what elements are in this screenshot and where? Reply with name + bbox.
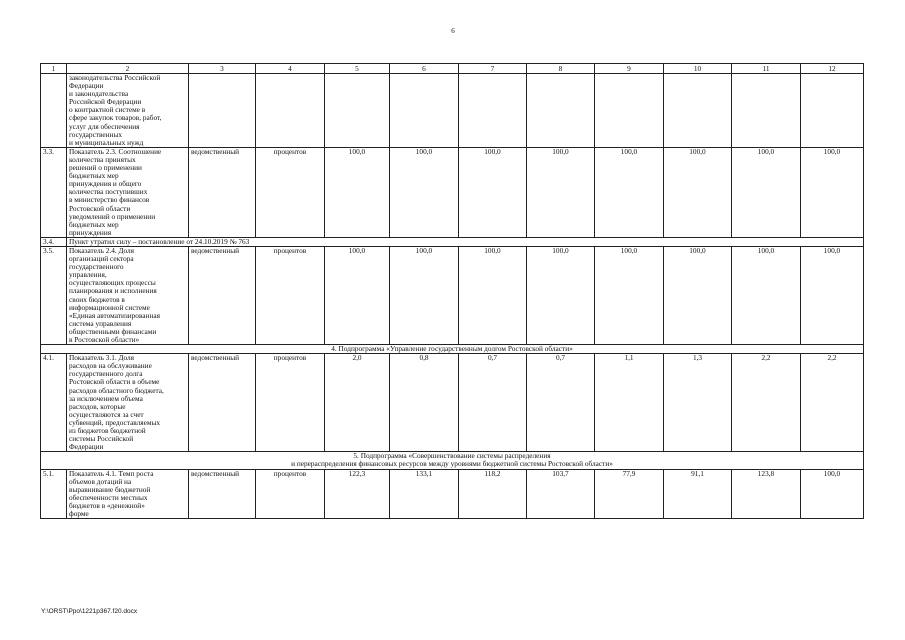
header-cell: 1 (41, 64, 67, 74)
header-cell: 7 (459, 64, 527, 74)
subprogram-title-line: 4. Подпрограмма «Управление государственным долгом Ростовской области» (331, 344, 573, 354)
data-source (189, 74, 256, 148)
year-value (527, 74, 595, 148)
header-cell: 6 (390, 64, 459, 74)
year-value (664, 74, 732, 148)
header-cell: 3 (189, 64, 256, 74)
row-number: 3.3. (41, 147, 67, 237)
indicator-name-line: количества поступивших (69, 187, 148, 197)
document-file-path: Y:\ORST\Ppo\1221p367.f20.docx (41, 608, 138, 615)
indicator-name (67, 74, 189, 148)
unit-of-measure (256, 74, 325, 148)
table-row (41, 354, 864, 452)
header-cell: 11 (732, 64, 801, 74)
indicator-name-line: форме (69, 508, 89, 518)
unit-of-measure: процентов (256, 246, 325, 344)
indicator-name-line: Показатель 2.4. Доля (69, 246, 135, 255)
year-value: 123,8 (732, 469, 801, 519)
year-value: 100,0 (527, 246, 595, 344)
year-value: 103,7 (527, 469, 595, 519)
header-cell: 4 (256, 64, 325, 74)
subprogram-title-line: 5. Подпрограмма «Совершенствование системы распределения (353, 451, 551, 461)
indicator-name-line: информационной системе (69, 302, 150, 312)
indicator-name-line: бюджетных мер (69, 171, 119, 181)
year-value: 100,0 (801, 147, 864, 237)
indicators-table (40, 63, 864, 519)
data-source: ведомственный (189, 469, 256, 519)
year-value: 100,0 (595, 147, 664, 237)
subprogram-row (41, 345, 864, 354)
indicator-name-line: расходов, которые (69, 401, 126, 411)
header-cell: 12 (801, 64, 864, 74)
indicator-name-line: о контрактной системе в (69, 105, 146, 115)
indicator-name-line: осуществляются за счет (69, 409, 144, 419)
indicator-name-line: «Единая автоматизированная (69, 310, 160, 320)
table-row (41, 237, 864, 246)
row-number: 4.1. (41, 354, 67, 452)
year-value: 100,0 (595, 246, 664, 344)
year-value: 91,1 (664, 469, 732, 519)
indicator-name-line: субвенций, предоставляемых (69, 417, 161, 427)
indicator-name-line: уведомлений о применении (69, 211, 156, 221)
row-number: 3.4. (41, 237, 67, 246)
indicator-name-line: и законодательства (69, 89, 129, 99)
table-row (41, 74, 864, 148)
indicator-name (67, 246, 189, 344)
table-row (41, 246, 864, 344)
year-value: 100,0 (390, 147, 459, 237)
indicator-name-line: объемов дотаций на (69, 476, 132, 486)
column-number-header (41, 64, 864, 74)
indicator-name-line: принуждения (69, 227, 112, 237)
indicator-name-line: услуг для обеспечения (69, 121, 140, 131)
year-value (390, 74, 459, 148)
year-value: 0,7 (527, 354, 595, 452)
page-number: 6 (451, 27, 455, 35)
unit-of-measure: процентов (256, 354, 325, 452)
year-value: 100,0 (732, 246, 801, 344)
row-number: 5.1. (41, 469, 67, 519)
subprogram-title (41, 452, 864, 469)
indicator-name-line: за исключением объема (69, 393, 143, 403)
header-cell: 8 (527, 64, 595, 74)
indicator-name-line: бюджетных мер (69, 219, 119, 229)
indicator-name-line: сфере закупок товаров, работ, (69, 113, 162, 123)
indicator-name-line: принуждения и общего (69, 179, 142, 189)
indicator-name-line: организаций сектора (69, 254, 134, 264)
indicator-name-line: планирования и исполнения (69, 286, 157, 296)
table-row (41, 469, 864, 519)
indicator-name-line: Показатель 4.1. Темп роста (69, 469, 154, 478)
indicator-name-line: Ростовской области (69, 203, 131, 213)
year-value: 100,0 (664, 147, 732, 237)
year-value: 100,0 (801, 246, 864, 344)
indicator-name-line: система управления (69, 318, 132, 328)
indicator-name-line: количества принятых (69, 154, 136, 164)
indicator-name-line: обеспеченности местных (69, 492, 148, 502)
row-number: 3.5. (41, 246, 67, 344)
subprogram-title-line: и перераспределения финансовых ресурсов между уровнями бюджетной системы Ростовской области» (291, 459, 613, 469)
repealed-item-note: Пункт утратил силу – постановление от 24.10.2019 № 763 (67, 237, 864, 246)
year-value: 100,0 (801, 469, 864, 519)
indicator-name-line: Ростовской области в объеме (69, 377, 160, 387)
year-value: 100,0 (664, 246, 732, 344)
indicator-name-line: государственного (69, 262, 124, 272)
indicator-name (67, 147, 189, 237)
year-value: 118,2 (459, 469, 527, 519)
year-value: 2,0 (325, 354, 390, 452)
year-value (732, 74, 801, 148)
indicator-name-line: Показатель 2.3. Соотношение (69, 147, 162, 156)
year-value: 100,0 (325, 246, 390, 344)
indicator-name-line: и муниципальных нужд (69, 137, 144, 147)
year-value: 0,7 (459, 354, 527, 452)
year-value (595, 74, 664, 148)
year-value (801, 74, 864, 148)
indicator-name-line: Показатель 3.1. Доля (69, 353, 135, 363)
indicator-name-line: Федерации (69, 442, 104, 452)
header-cell: 2 (67, 64, 189, 74)
table-row (41, 147, 864, 237)
data-source: ведомственный (189, 147, 256, 237)
indicator-name-line: расходов областного бюджета, (69, 385, 164, 395)
indicator-name-line: выравнивание бюджетной (69, 484, 151, 494)
row-number (41, 74, 67, 148)
year-value: 2,2 (732, 354, 801, 452)
indicator-name-line: из бюджетов бюджетной (69, 426, 146, 436)
data-source: ведомственный (189, 354, 256, 452)
indicator-name-line: законодательства Российской (69, 73, 161, 82)
indicator-name-line: решений о применении (69, 163, 142, 173)
year-value: 100,0 (732, 147, 801, 237)
indicator-name-line: своих бюджетов в (69, 294, 125, 304)
unit-of-measure: процентов (256, 469, 325, 519)
year-value: 100,0 (459, 246, 527, 344)
indicator-name-line: Российской Федерации (69, 97, 142, 107)
subprogram-title (41, 345, 864, 354)
indicator-name-line: системы Российской (69, 434, 134, 444)
subprogram-row (41, 452, 864, 469)
year-value: 122,3 (325, 469, 390, 519)
header-cell: 5 (325, 64, 390, 74)
indicator-name-line: Федерации (69, 81, 104, 91)
indicator-name-line: в Ростовской области» (69, 335, 140, 344)
year-value: 77,9 (595, 469, 664, 519)
header-cell: 9 (595, 64, 664, 74)
year-value: 100,0 (325, 147, 390, 237)
year-value: 133,1 (390, 469, 459, 519)
year-value: 0,8 (390, 354, 459, 452)
year-value: 2,2 (801, 354, 864, 452)
data-source: ведомственный (189, 246, 256, 344)
indicator-name-line: в министерство финансов (69, 195, 150, 205)
header-cell: 10 (664, 64, 732, 74)
year-value (459, 74, 527, 148)
indicator-name-line: расходов на обслуживание (69, 361, 152, 371)
indicator-name-line: осуществляющих процессы (69, 278, 156, 288)
indicator-name-line: общественными финансами (69, 326, 157, 336)
indicator-name (67, 354, 189, 452)
year-value (325, 74, 390, 148)
indicator-name-line: бюджетов в «денежной» (69, 500, 145, 510)
year-value: 100,0 (527, 147, 595, 237)
indicator-name-line: государственных (69, 129, 123, 139)
year-value: 1,3 (664, 354, 732, 452)
indicator-name-line: государственного долга (69, 369, 143, 379)
year-value: 100,0 (390, 246, 459, 344)
year-value: 100,0 (459, 147, 527, 237)
indicator-name (67, 469, 189, 519)
unit-of-measure: процентов (256, 147, 325, 237)
year-value: 1,1 (595, 354, 664, 452)
indicator-name-line: управления, (69, 270, 107, 280)
